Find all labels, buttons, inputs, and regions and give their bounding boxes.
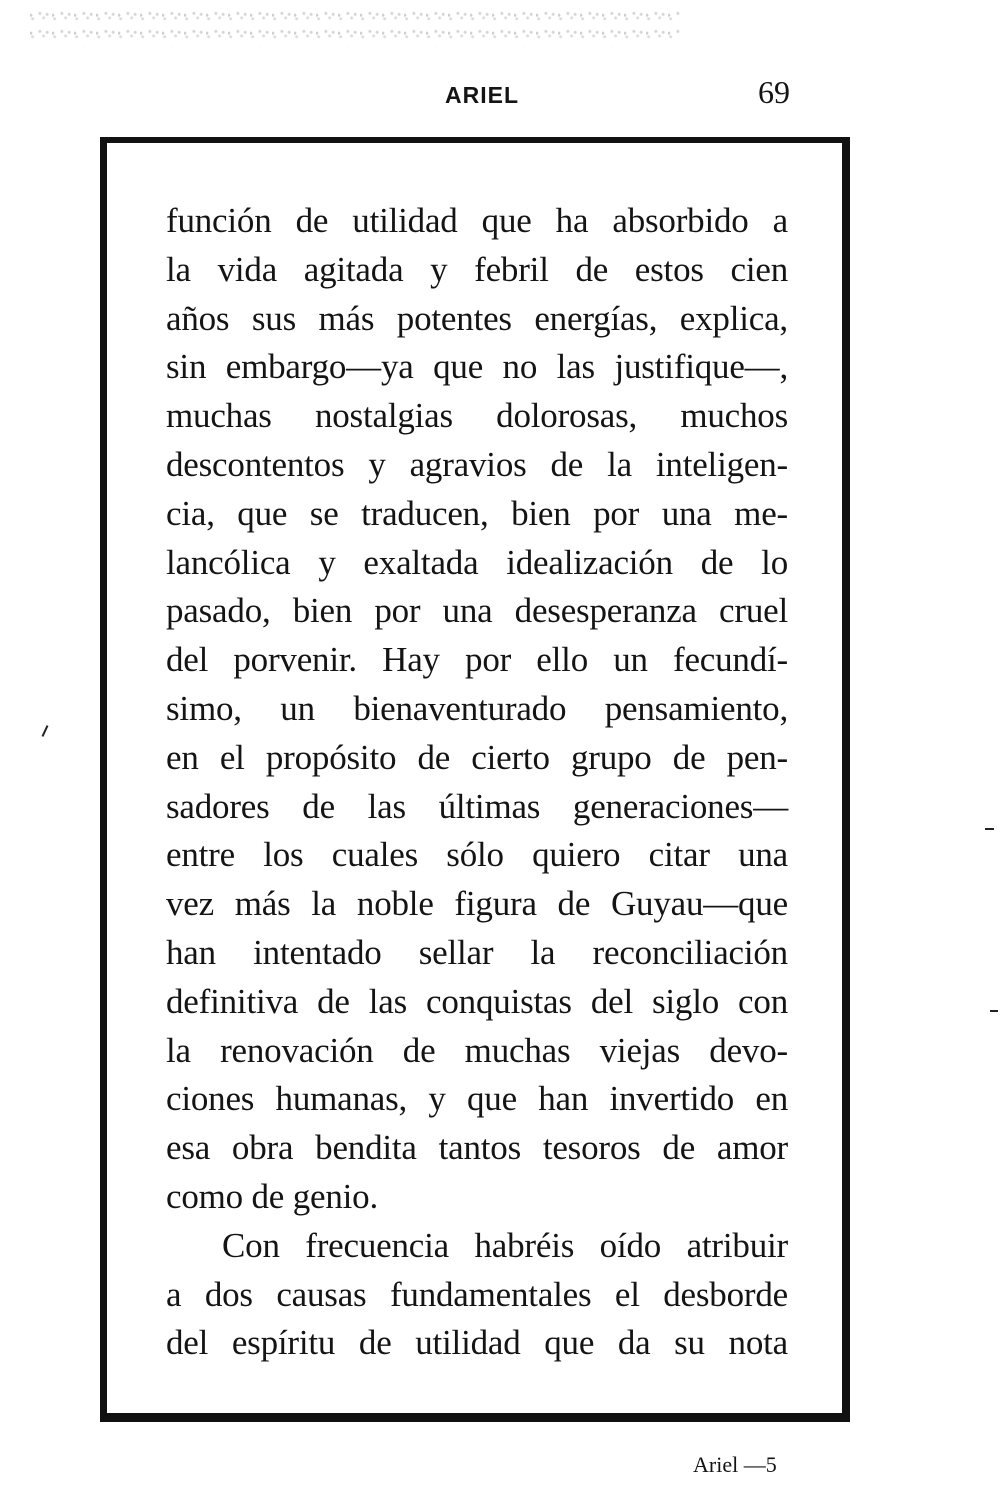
text-line: muchas nostalgias dolorosas, muchos	[166, 396, 788, 436]
text-line: pasado, bien por una desesperanza cruel	[166, 591, 788, 631]
text-line: la vida agitada y febril de estos cien	[166, 249, 788, 289]
printer-signature: Ariel —5	[693, 1452, 777, 1477]
body-text	[166, 197, 788, 1368]
text-line: cia, que se traducen, bien por una me-	[166, 493, 788, 533]
text-line: ciones humanas, y que han invertido en	[166, 1079, 788, 1119]
text-line: en el propósito de cierto grupo de pen-	[166, 737, 788, 777]
text-line: definitiva de las conquistas del siglo con	[166, 981, 788, 1021]
book-title: ARIEL	[445, 82, 519, 108]
margin-mark	[42, 725, 49, 737]
text-line: a dos causas fundamentales el desborde	[166, 1274, 788, 1314]
text-line: la renovación de muchas viejas devo-	[166, 1030, 788, 1070]
text-line: del espíritu de utilidad que da su nota	[166, 1323, 788, 1363]
paragraph-end-line: como de genio.	[166, 1176, 379, 1216]
text-line: esa obra bendita tantos tesoros de amor	[166, 1128, 788, 1168]
text-line: del porvenir. Hay por ello un fecundí-	[166, 640, 788, 680]
text-line: función de utilidad que ha absorbido a	[166, 201, 788, 240]
running-head	[0, 70, 1000, 120]
paragraph-start-line: Con frecuencia habréis oído atribuir	[222, 1225, 788, 1265]
page-number: 69	[758, 74, 790, 110]
margin-mark	[990, 1010, 998, 1012]
text-line: han intentado sellar la reconciliación	[166, 932, 788, 972]
text-line: sadores de las últimas generaciones—	[166, 786, 788, 826]
text-line: lancólica y exaltada idealización de lo	[166, 542, 788, 582]
text-line: vez más la noble figura de Guyau—que	[166, 884, 788, 924]
text-line: años sus más potentes energías, explica,	[166, 298, 788, 338]
text-line: descontentos y agravios de la inteligen-	[166, 444, 788, 484]
margin-mark	[985, 828, 994, 830]
text-line: sin embargo—ya que no las justifique—,	[166, 347, 788, 387]
text-line: simo, un bienaventurado pensamiento,	[166, 688, 788, 728]
print-speckle	[30, 8, 680, 48]
text-line: entre los cuales sólo quiero citar una	[166, 835, 788, 875]
